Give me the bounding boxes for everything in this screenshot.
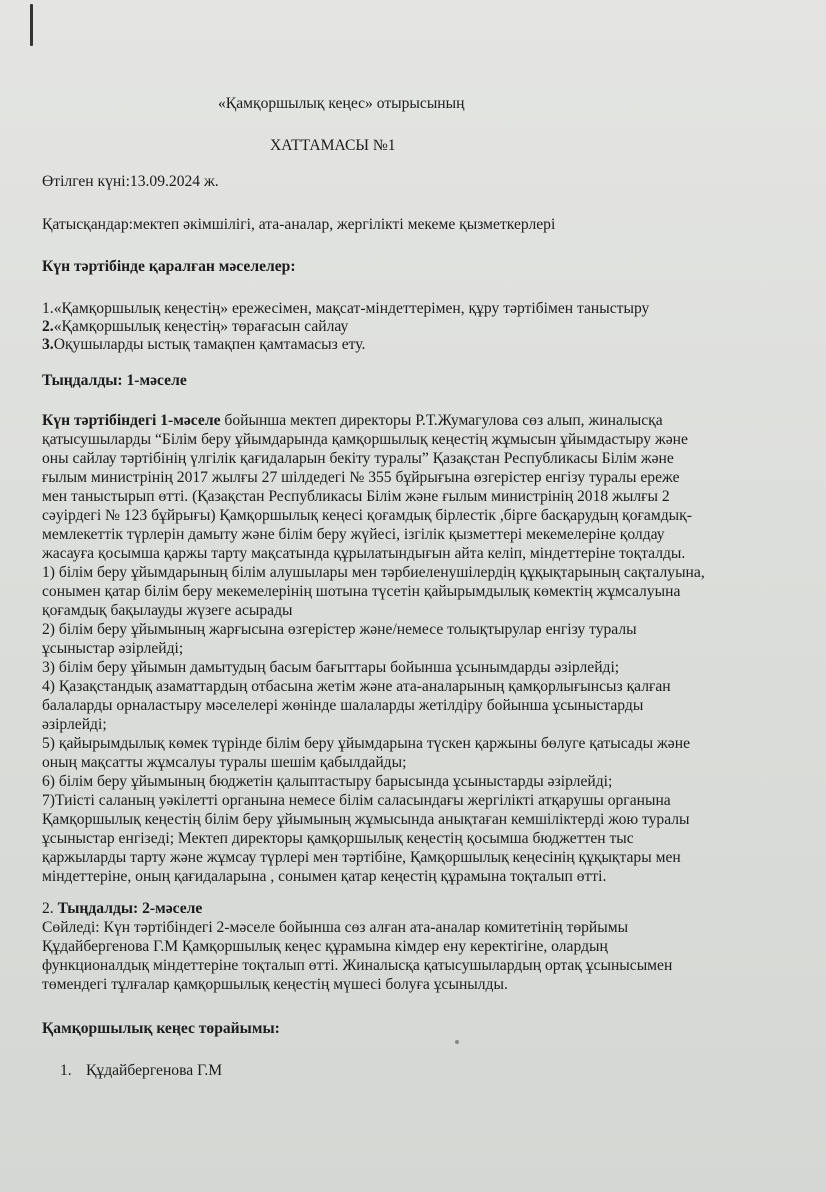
section1-line: қоғамдық бақылауды жүзеге асырады bbox=[42, 602, 293, 619]
meeting-date: Өтілген күні:13.09.2024 ж. bbox=[42, 173, 219, 190]
agenda-heading: Күн тәртібінде қаралған мәселелер: bbox=[42, 258, 296, 275]
title-line: «Қамқоршылық кеңес» отырысының bbox=[218, 95, 465, 112]
section1-lead: Күн тәртібіндегі 1-мәселе bbox=[42, 412, 221, 429]
section1-line: сәуірдегі № 123 бұйрығы) Қамқоршылық кеңесі қоғамдық бірлестік ,бірге басқарудың қоғамдық- bbox=[42, 507, 692, 524]
agenda-item-number: 3. bbox=[42, 336, 54, 353]
section1-line: 4) Қазақстандық азаматтардың отбасына жетім және ата-аналарының қамқорлығынсыз қалған bbox=[42, 678, 671, 695]
agenda-item bbox=[42, 336, 365, 354]
agenda-item-number: 2. bbox=[42, 318, 54, 335]
section2-line: Сөйледі: Күн тәртібіндегі 2-мәселе бойынша сөз алған ата-аналар комитетінің төрйымы bbox=[42, 919, 629, 936]
chair-name: Құдайбергенова Г.М bbox=[86, 1062, 223, 1079]
section1-line: оны сайлау тәртібінің үлгілік қағидаларын бекіту туралы” Қазақстан Республикасы Білім және bbox=[42, 450, 674, 467]
section1-lead-rest: бойынша мектеп директоры Р.Т.Жумагулова сөз алып, жиналысқа bbox=[220, 412, 663, 429]
section1-line: жасауға қосымша қаржы тарту мақсатында құрылатындығын айта келіп, міндеттеріне тоқталды. bbox=[42, 545, 686, 562]
section2-number: 2. bbox=[42, 900, 54, 917]
section2-line: функционалдық міндеттеріне тоқталып өтті. Жиналысқа қатысушылардың ортақ ұсынысымен bbox=[42, 957, 673, 974]
section1-line: 1) білім беру ұйымдарының білім алушылары мен тәрбиеленушілердің құқықтарының сақталуына, bbox=[42, 564, 705, 581]
section1-heading: Тыңдалды: 1-мәселе bbox=[42, 372, 187, 389]
section1-line: мемлекеттік түрлерін дамыту және білім беру жүйесі, ізгілік қызметтері мекемелеріне қолдау bbox=[42, 526, 665, 543]
section1-line: сонымен қатар білім беру мекемелерінің шотына түсетін қайырымдылық көмектің жұмсалуына bbox=[42, 583, 681, 600]
section1-line: оның мақсатты жұмсалуы туралы шешім қабылдайды; bbox=[42, 754, 407, 771]
section1-line: 2) білім беру ұйымының жарғысына өзгерістер және/немесе толықтырулар енгізу туралы bbox=[42, 621, 637, 638]
section1-line: ұсыныстар әзірлейді; bbox=[42, 640, 184, 657]
agenda-item bbox=[42, 318, 348, 336]
section1-line: ұсыныстар енгізеді; Мектеп директоры қамқоршылық кеңестің қосымша бюджеттен тыс bbox=[42, 830, 634, 847]
agenda-item bbox=[42, 300, 649, 318]
section1-line bbox=[42, 412, 663, 430]
agenda-item-text: «Қамқоршылық кеңестің» төрағасын сайлау bbox=[53, 318, 349, 335]
section1-line: мен таныстырып өтті. (Қазақстан Республикасы Білім және ғылым министрінің 2018 жылғы 2 bbox=[42, 488, 670, 505]
section1-line: қаржыларды тарту және жұмсау түрлері мен тәртібіне, Қамқоршылық кеңесінің құқықтары мен bbox=[42, 849, 681, 866]
section2-heading bbox=[42, 900, 202, 918]
agenda-item-number: 1. bbox=[42, 300, 54, 317]
section2-line: төмендегі тұлғалар қамқоршылық кеңестің мүшесі болуға ұсынылды. bbox=[42, 976, 508, 993]
chair-list-number: 1. bbox=[60, 1062, 72, 1079]
section1-line: балаларды орналастыру мәселелері жөнінде шалаларды жетілдіру бойынша ұсыныстарды bbox=[42, 697, 644, 714]
section1-line: 7)Тиісті саланың уәкілетті органына немесе білім саласындағы жергілікті атқарушы органына bbox=[42, 792, 671, 809]
protocol-title: ХАТТАМАСЫ №1 bbox=[270, 137, 396, 154]
pen-mark bbox=[30, 4, 33, 46]
chair-heading: Қамқоршылық кеңес төрайымы: bbox=[42, 1020, 280, 1037]
participants: Қатысқандар:мектеп әкімшілігі, ата-аналар, жергілікті мекеме қызметкерлері bbox=[42, 216, 556, 233]
section1-line: 3) білім беру ұйымын дамытудың басым бағыттары бойынша ұсынымдарды әзірлейді; bbox=[42, 659, 620, 676]
section2-title: Тыңдалды: 2-мәселе bbox=[53, 900, 203, 917]
section1-line: әзірлейді; bbox=[42, 716, 107, 733]
section1-line: 5) қайырымдылық көмек түрінде білім беру ұйымдарына түскен қаржыны бөлуге қатысады және bbox=[42, 735, 690, 752]
agenda-item-text: Оқушыларды ыстық тамақпен қамтамасыз ету. bbox=[53, 336, 366, 353]
section1-line: міндеттеріне, оның қағидаларына , сонымен қатар кеңестің құрамына тоқталып өтті. bbox=[42, 868, 607, 885]
agenda-item-text: «Қамқоршылық кеңестің» ережесімен, мақсат-міндеттерімен, құру тәртібімен таныстыру bbox=[53, 300, 650, 317]
section1-line: қатысушыларды “Білім беру ұйымдарында қамқоршылық кеңестің жұмысын ұйымдастыру және bbox=[42, 431, 688, 448]
section2-line: Құдайбергенова Г.М Қамқоршылық кеңес құрамына кімдер ену керектігіне, олардың bbox=[42, 938, 608, 955]
section1-line: Қамқоршылық кеңестің білім беру ұйымының жұмысында анықтаған кемшіліктерді жою туралы bbox=[42, 811, 690, 828]
section1-line: 6) білім беру ұйымының бюджетін қалыптастыру барысында ұсыныстарды әзірлейді; bbox=[42, 773, 613, 790]
section1-line: ғылым министрінің 2017 жылғы 27 шілдедегі № 355 бұйрығына өзгерістер енгізу туралы ереже bbox=[42, 469, 680, 486]
ink-speck bbox=[455, 1040, 459, 1044]
